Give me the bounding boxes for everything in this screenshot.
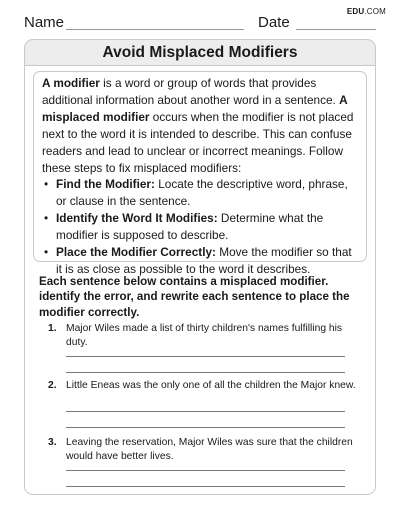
intro-box [33, 71, 367, 276]
answer-line[interactable] [66, 372, 345, 373]
term-modifier: A modifier [42, 76, 100, 90]
step-term: Find the Modifier: [56, 177, 155, 192]
question-text: Major Wiles made a list of thirty children's names fulfilling his duty. [66, 323, 343, 348]
question-number: 2. [48, 380, 57, 391]
answer-line[interactable] [66, 356, 345, 357]
step-item [42, 210, 358, 244]
answer-line[interactable] [66, 427, 345, 428]
brand-name: EDU [346, 7, 365, 16]
bullet: • [44, 211, 49, 226]
steps-list [42, 176, 358, 277]
question-1 [40, 322, 360, 350]
step-term: Place the Modifier Correctly: [56, 245, 216, 260]
name-label: Name [24, 14, 65, 31]
bullet: • [44, 245, 49, 260]
step-text: Move the modifier so that it is as close as possible to the word it describes. [56, 245, 352, 276]
question-number: 3. [48, 437, 57, 448]
answer-line[interactable] [66, 470, 345, 471]
answer-line[interactable] [66, 486, 345, 487]
brand-tld: .COM [364, 7, 386, 16]
misplaced-modifier-definition: occurs when the modifier is not placed next to the word it is intended to describe. This can confuse readers and lead to unclear or incorrect meanings. Follow these steps to fix misplaced modifiers: [42, 109, 354, 175]
step-item [42, 244, 358, 278]
term-misplaced-modifier: A misplaced modifier [42, 92, 348, 124]
instructions: Each sentence below contains a misplaced modifier. identify the error, and rewrite each sentence to place the modifier correctly. [39, 275, 350, 319]
step-item [42, 176, 358, 210]
worksheet-card [24, 39, 376, 495]
modifier-definition: is a word or group of words that provides additional information about another word in a sentence. [42, 76, 340, 107]
step-term: Identify the Word It Modifies: [56, 211, 218, 226]
question-number: 1. [48, 323, 57, 334]
date-label: Date [258, 14, 290, 31]
question-text: Little Eneas was the only one of all the children the Major knew. [66, 380, 356, 391]
question-3 [40, 436, 360, 464]
intro-paragraph [42, 75, 358, 176]
answer-line[interactable] [66, 411, 345, 412]
step-text: Determine what the modifier is supposed to describe. [56, 211, 324, 243]
bullet: • [44, 177, 49, 192]
worksheet-title: Avoid Misplaced Modifiers [102, 44, 298, 61]
name-line[interactable] [66, 29, 244, 30]
question-2 [40, 379, 360, 393]
question-text: Leaving the reservation, Major Wiles was sure that the children would have better lives. [66, 437, 353, 462]
date-line[interactable] [296, 29, 376, 30]
worksheet-body [25, 65, 375, 494]
step-text: Locate the descriptive word, phrase, or clause in the sentence. [56, 177, 348, 209]
name-date-row [24, 15, 376, 33]
